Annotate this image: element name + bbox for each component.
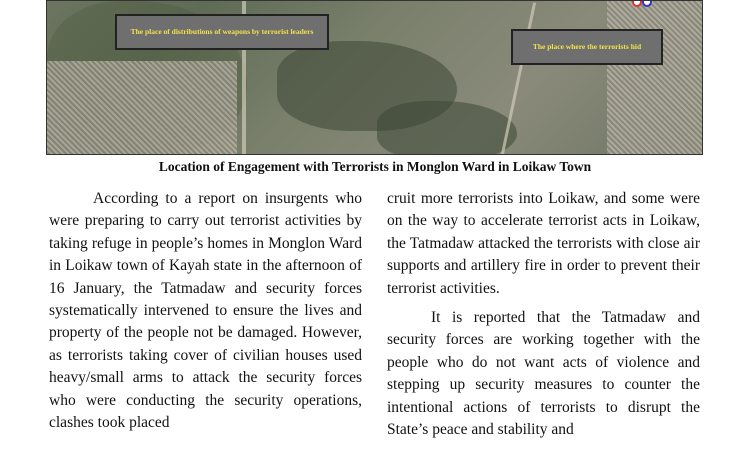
satellite-map-image bbox=[46, 0, 703, 155]
right-paragraph-1: cruit more terrorists into Loikaw, and some were on the way to accelerate terrorist acts in Loikaw, the Tatmadaw attacked the terrorists with close air supports and artillery fire in order to prevent their terrorist activities. bbox=[387, 190, 700, 297]
left-paragraph: According to a report on insurgents who were preparing to carry out terrorist activities by taking refuge in people’s homes in Monglon Ward in Loikaw town of Kayah state in the afternoon of 16 January, the Tatmadaw and security forces systematically intervened to ensure the lives and property of the people not be damaged. However, as terrorists taking cover of civilian houses used heavy/small arms to attack the security forces who were conducting the security operations, clashes took placed bbox=[49, 190, 362, 432]
map-label-terrorist-hideout: The place where the terrorists hid bbox=[511, 29, 663, 65]
right-column bbox=[387, 188, 700, 441]
left-column bbox=[49, 188, 362, 434]
map-label-weapons-distribution: The place of distributions of weapons by terrorist leaders bbox=[115, 14, 329, 50]
right-paragraph-2: It is reported that the Tatmadaw and security forces are working together with the people who do not want acts of violence and stepping up security measures to counter the intentional actions of terrorists to disrupt the State’s peace and stability and bbox=[387, 309, 700, 439]
figure-caption: Location of Engagement with Terrorists in Monglon Ward in Loikaw Town bbox=[158, 159, 592, 174]
